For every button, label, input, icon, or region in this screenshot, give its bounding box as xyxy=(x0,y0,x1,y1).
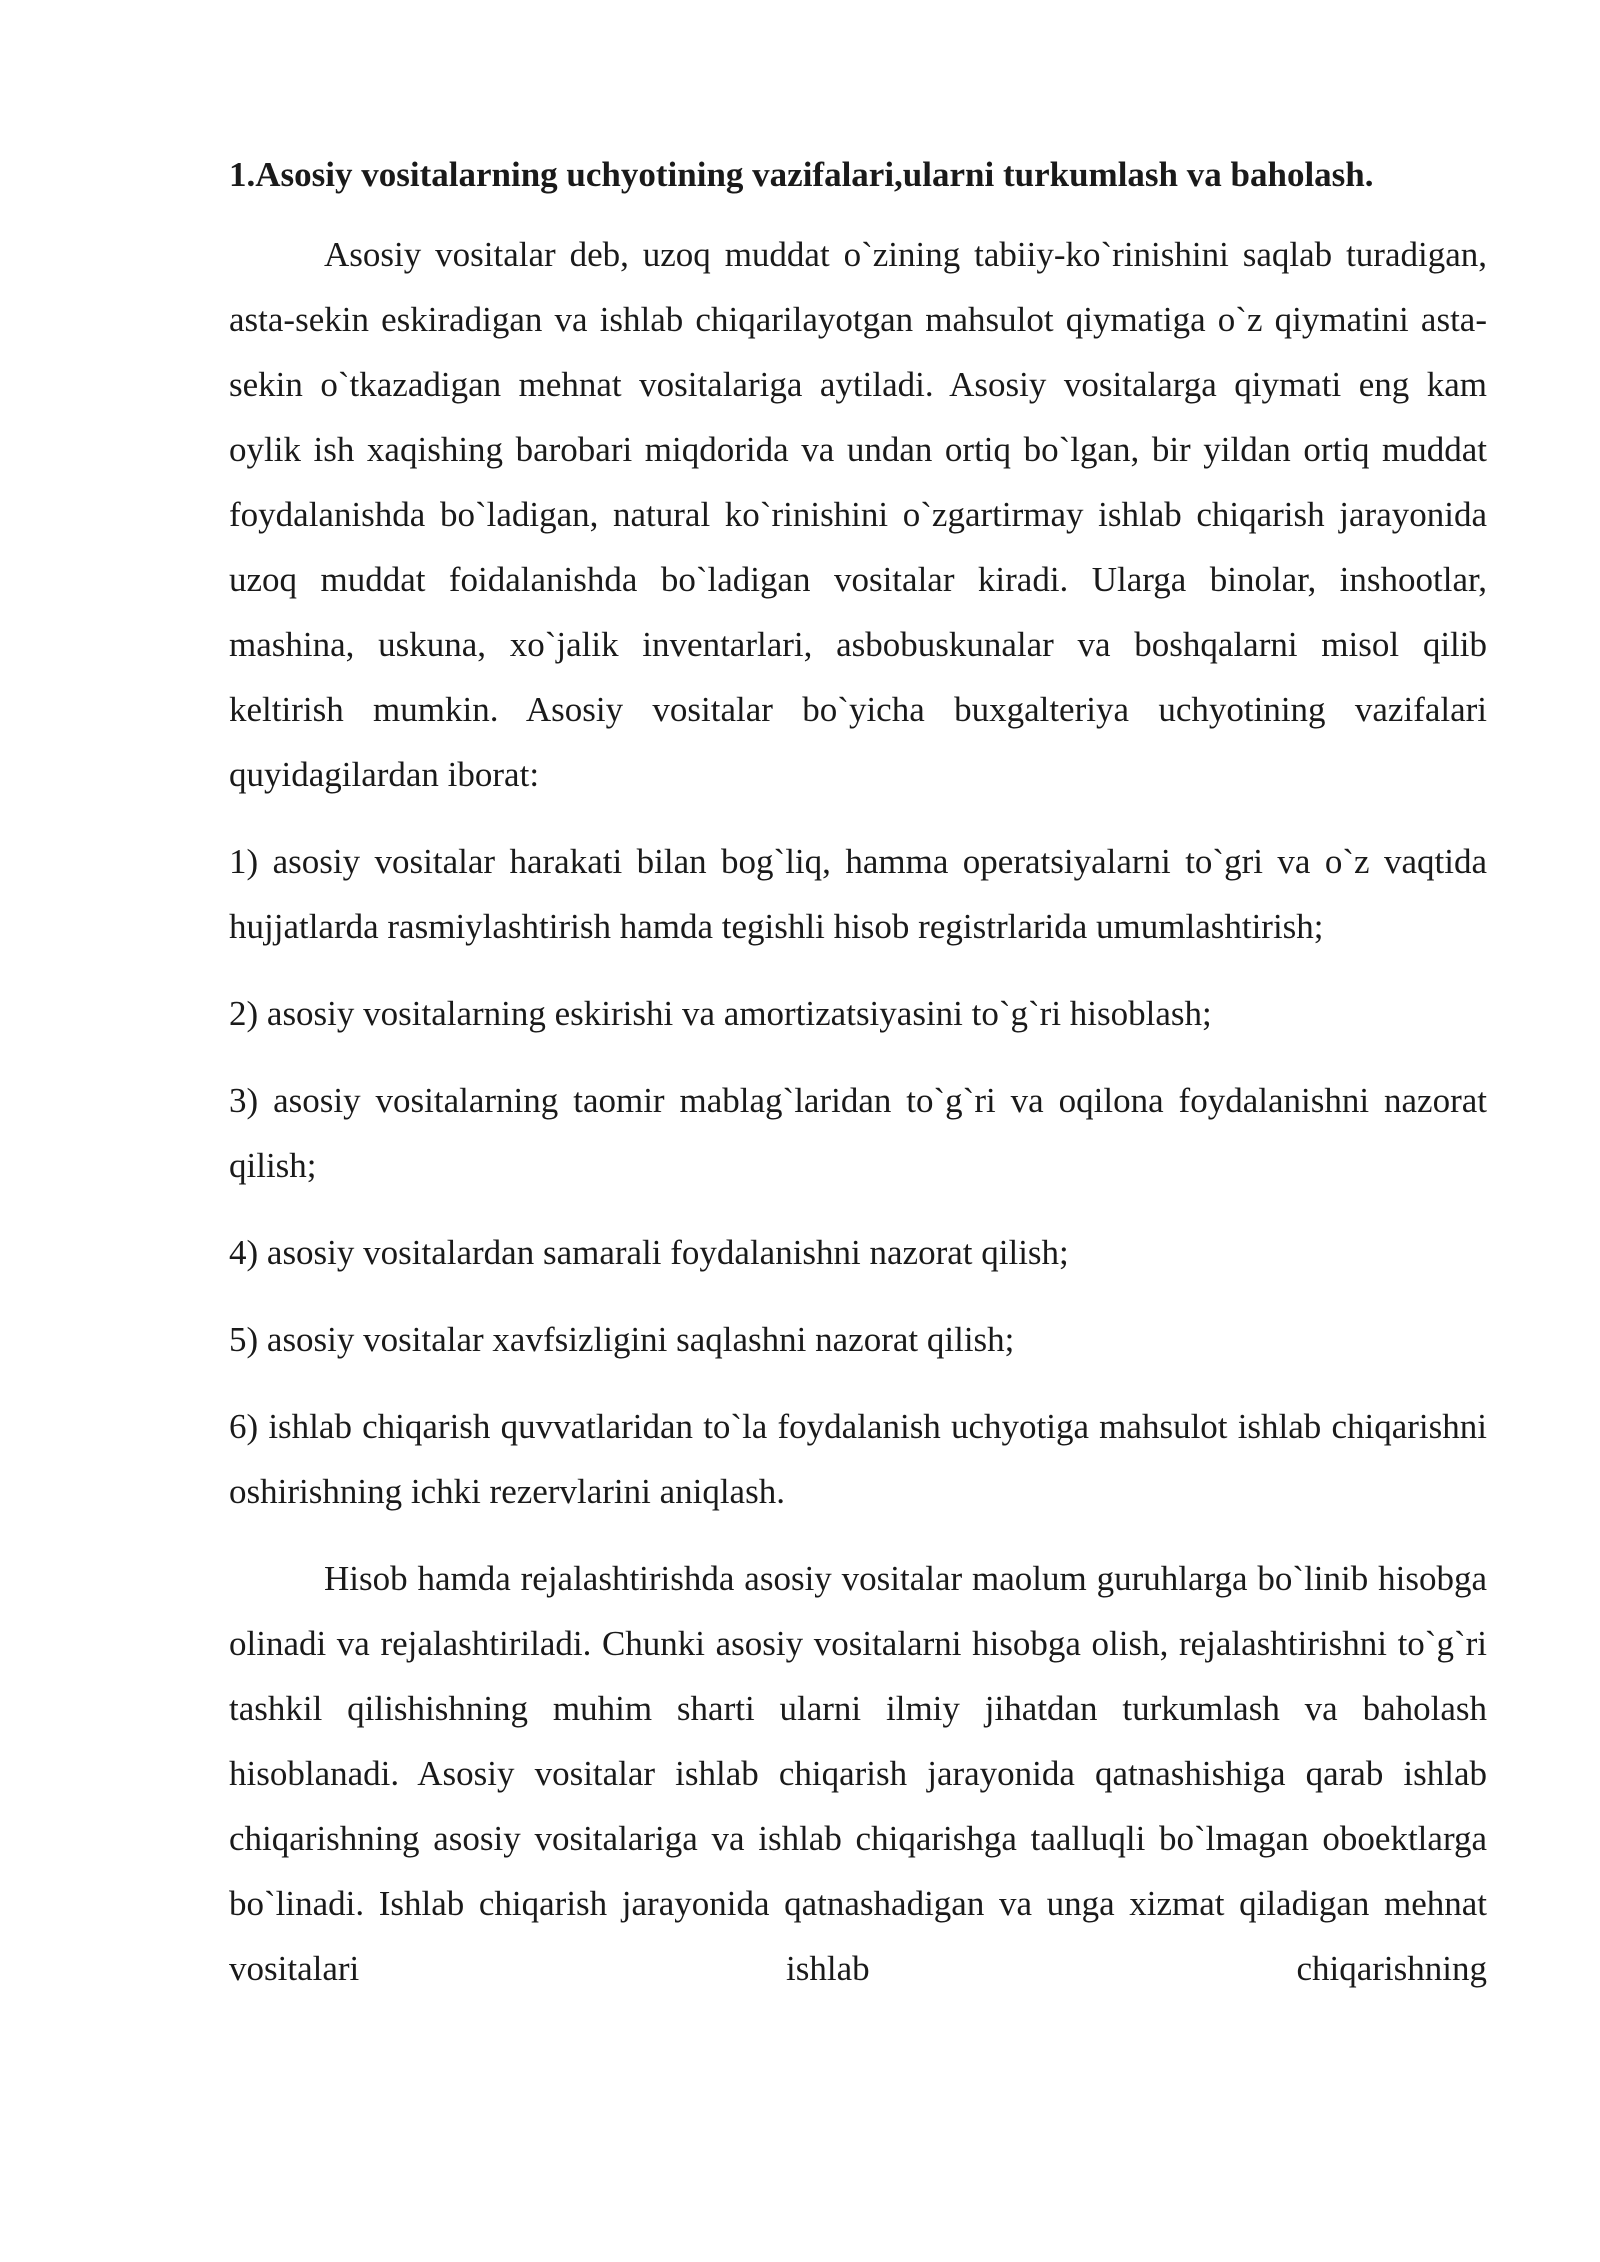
list-item-5: 5) asosiy vositalar xavfsizligini saqlashni nazorat qilish; xyxy=(229,1320,1015,1359)
list-item-6: 6) ishlab chiqarish quvvatlaridan to`la foydalanish uchyotiga mahsulot ishlab chiqarishni oshirishning ichki rezervlarini aniqlash. xyxy=(229,1407,1487,1511)
document-page xyxy=(229,150,1487,2023)
closing-paragraph: Hisob hamda rejalashtirishda asosiy vositalar maolum guruhlarga bo`linib hisobga olinadi va rejalashtiriladi. Chunki asosiy vositalarni hisobga olish, rejalashtirishni to`g`ri tashkil qilishishning muhim sharti ularni ilmiy jihatdan turkumlash va baholash hisoblanadi. Asosiy vositalar ishlab chiqarish jarayonida qatnashishiga qarab ishlab chiqarishning asosiy vositalariga va ishlab chiqarishga taalluqli bo`lmagan oboektlarga bo`linadi. Ishlab chiqarish jarayonida qatnashadigan va unga xizmat qiladigan mehnat vositalari ishlab chiqarishning xyxy=(229,1559,1487,1988)
section-heading: 1.Asosiy vositalarning uchyotining vazifalari,ularni turkumlash va baholash. xyxy=(229,155,1374,194)
list-item-1: 1) asosiy vositalar harakati bilan bog`liq, hamma operatsiyalarni to`gri va o`z vaqtida hujjatlarda rasmiylashtirish hamda tegishli hisob registrlarida umumlashtirish; xyxy=(229,842,1487,946)
list-item-4: 4) asosiy vositalardan samarali foydalanishni nazorat qilish; xyxy=(229,1233,1069,1272)
list-item-3: 3) asosiy vositalarning taomir mablag`laridan to`g`ri va oqilona foydalanishni nazorat qilish; xyxy=(229,1081,1487,1185)
list-item-2: 2) asosiy vositalarning eskirishi va amortizatsiyasini to`g`ri hisoblash; xyxy=(229,994,1212,1033)
intro-paragraph: Asosiy vositalar deb, uzoq muddat o`zining tabiiy-ko`rinishini saqlab turadigan, asta-sekin eskiradigan va ishlab chiqarilayotgan mahsulot qiymatiga o`z qiymatini asta-sekin o`tkazadigan mehnat vositalariga aytiladi. Asosiy vositalarga qiymati eng kam oylik ish xaqishing barobari miqdorida va undan ortiq bo`lgan, bir yildan ortiq muddat foydalanishda bo`ladigan, natural ko`rinishini o`zgartirmay ishlab chiqarish jarayonida uzoq muddat foidalanishda bo`ladigan vositalar kiradi. Ularga binolar, inshootlar, mashina, uskuna, xo`jalik inventarlari, asbobuskunalar va boshqalarni misol qilib keltirish mumkin. Asosiy vositalar bo`yicha buxgalteriya uchyotining vazifalari quyidagilardan iborat: xyxy=(229,235,1487,794)
